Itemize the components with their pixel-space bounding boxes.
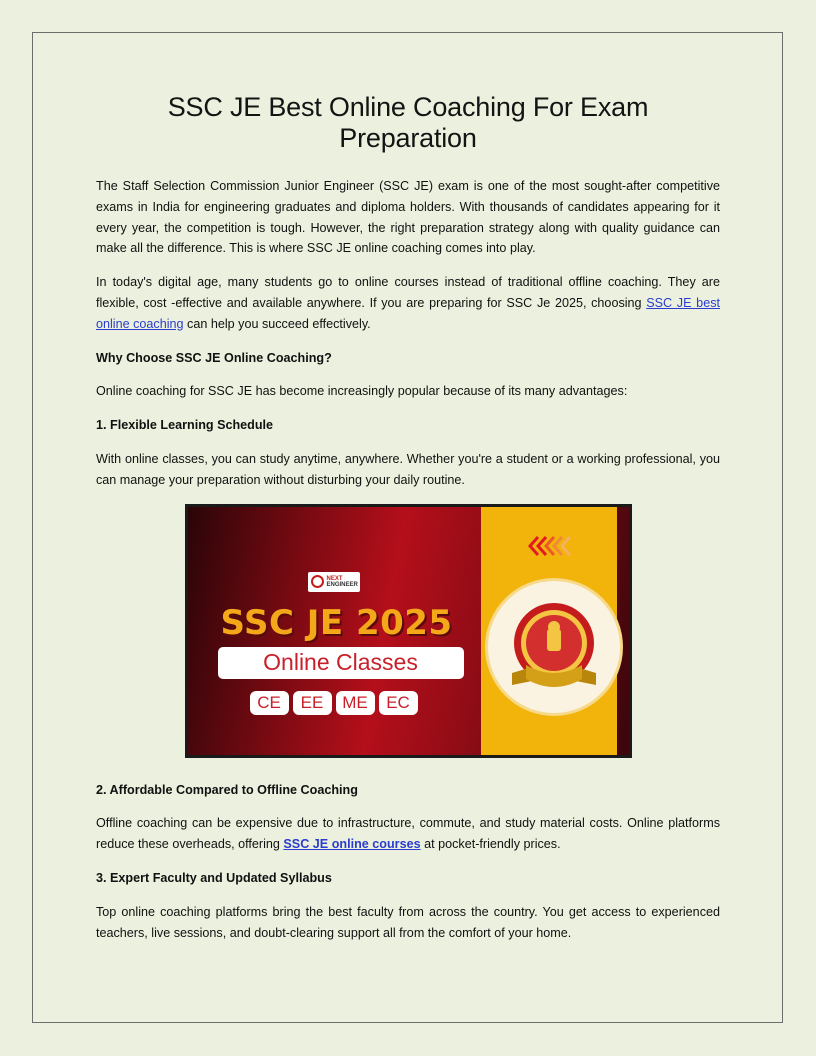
point-1-heading: 1. Flexible Learning Schedule [96,418,274,433]
ssc-je-online-courses-link[interactable]: SSC JE online courses [283,837,421,852]
point-2-text: Offline coaching can be expensive due to infrastructure, commute, and study material costs. Online platforms reduce these overheads, offering SSC JE online courses at pocket-friendly prices. [96,816,720,852]
logo-icon [311,575,324,588]
next-engineer-logo: NEXT ENGINEER [308,572,360,592]
page-title: SSC JE Best Online Coaching For Exam Preparation [167,92,649,153]
branch-chip: EC [379,691,418,715]
banner-headline: SSC JE 2025 [220,602,453,643]
why-choose-text: Online coaching for SSC JE has become increasingly popular because of its many advantages: [96,384,628,399]
intro-paragraph: The Staff Selection Commission Junior Engineer (SSC JE) exam is one of the most sought-after competitive exams in India for engineering graduates and diploma holders. With thousands of candidates appearing for it every year, the competition is tough. However, the right preparation strategy along with quality guidance can make all the difference. This is where SSC JE online coaching comes into play. [96,179,720,256]
seal-emblem-icon [488,581,620,713]
banner-subtitle: Online Classes [218,647,464,679]
branch-chips [250,691,418,715]
article [96,92,720,956]
ssc-je-2025-banner-image [185,504,632,758]
point-3-heading: 3. Expert Faculty and Updated Syllabus [96,870,332,885]
digital-age-paragraph: In today's digital age, many students go to online courses instead of traditional offline coaching. They are flexible, cost -effective and available anywhere. If you are preparing for SSC Je 2025, choosing SSC JE best online coaching can help you succeed effectively. [96,275,720,331]
why-choose-heading: Why Choose SSC JE Online Coaching? [96,350,332,365]
point-2-heading: 2. Affordable Compared to Offline Coaching [96,782,358,797]
point-1-text: With online classes, you can study anytime, anywhere. Whether you're a student or a working professional, you can manage your preparation without disturbing your daily routine. [96,451,720,487]
point-3-text: Top online coaching platforms bring the best faculty from across the country. You get access to experienced teachers, live sessions, and doubt-clearing support all from the comfort of your home. [96,904,720,940]
branch-chip: CE [250,691,289,715]
branch-chip: ME [336,691,375,715]
ssc-je-best-online-coaching-link[interactable]: SSC JE best online coaching [96,295,720,331]
branch-chip: EE [293,691,332,715]
ssc-emblem-seal [488,581,620,713]
chevron-arrows-icon [528,535,576,557]
